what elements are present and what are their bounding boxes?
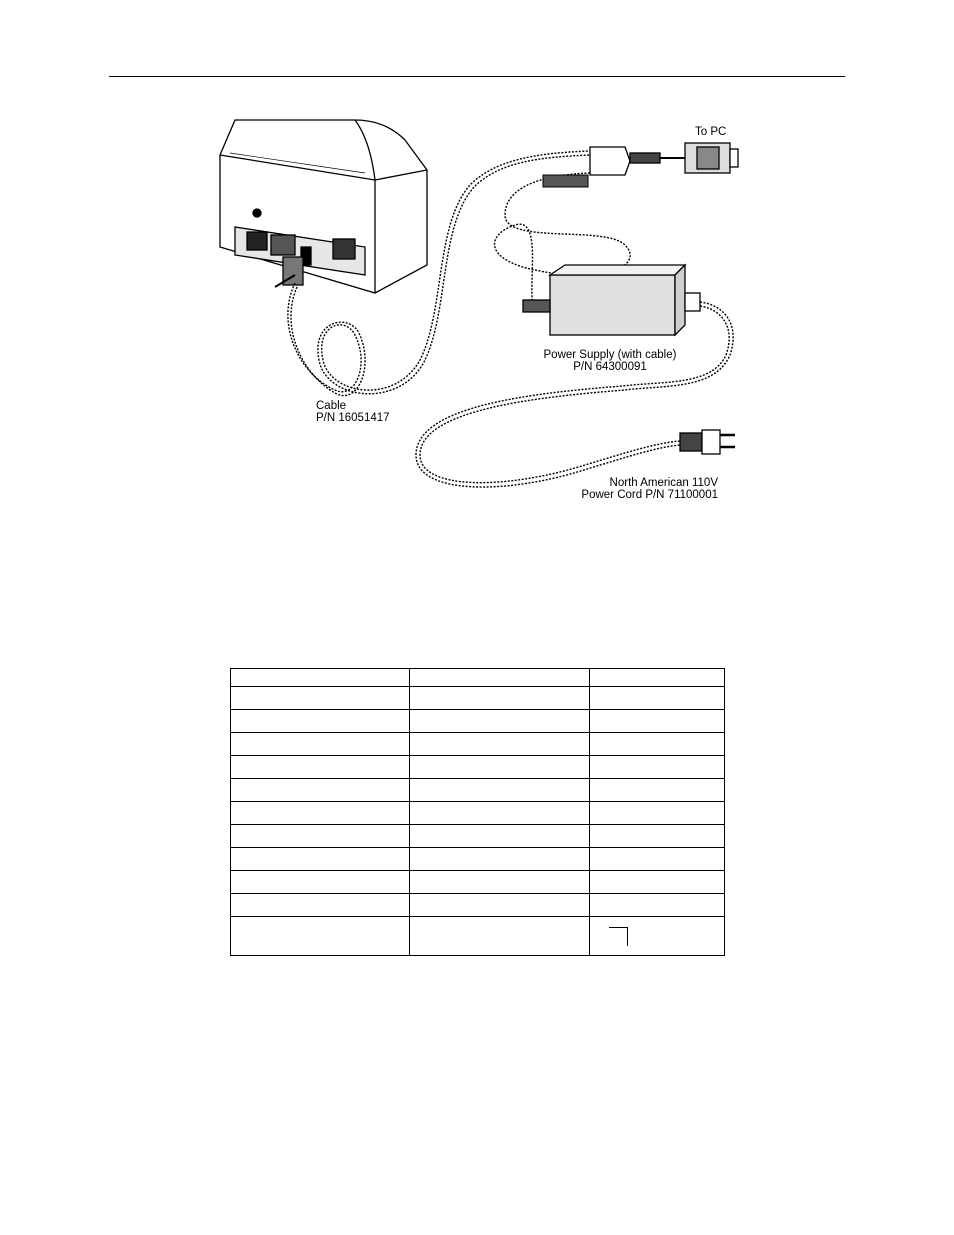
pc-connector-icon <box>590 143 738 175</box>
table-cell <box>590 779 725 802</box>
table-row <box>231 687 725 710</box>
table-row <box>231 917 725 956</box>
table-cell <box>231 825 410 848</box>
table-cell <box>410 917 590 956</box>
table-cell <box>590 917 725 956</box>
table-cell <box>410 669 590 687</box>
table-cell <box>231 756 410 779</box>
table-cell <box>231 894 410 917</box>
table-cell <box>410 848 590 871</box>
table-cell <box>410 825 590 848</box>
table-row <box>231 894 725 917</box>
table-row <box>231 825 725 848</box>
table-row <box>231 848 725 871</box>
cable-label: Cable <box>316 400 347 412</box>
bracket-mark <box>609 927 628 946</box>
table-cell <box>590 756 725 779</box>
table-cell <box>410 871 590 894</box>
table-cell <box>231 917 410 956</box>
to-pc-label: To PC <box>695 126 727 138</box>
printer-icon <box>220 120 427 293</box>
table-cell <box>231 779 410 802</box>
table-cell <box>410 733 590 756</box>
table-cell <box>231 733 410 756</box>
power-supply-icon <box>523 265 700 335</box>
table-row <box>231 669 725 687</box>
printer-connection-illustration <box>205 115 765 515</box>
table-cell <box>590 825 725 848</box>
power-cord-part-number: Power Cord P/N 71100001 <box>581 489 718 501</box>
table-cell <box>410 756 590 779</box>
parts-table <box>230 668 725 956</box>
table-cell <box>410 894 590 917</box>
table-cell <box>410 687 590 710</box>
plug-icon <box>680 430 735 454</box>
table-cell <box>590 687 725 710</box>
table-cell <box>590 733 725 756</box>
table-cell <box>590 848 725 871</box>
table-row <box>231 871 725 894</box>
power-cord-label: North American 110V <box>609 477 718 489</box>
table-row <box>231 710 725 733</box>
table-cell <box>410 710 590 733</box>
table-cell <box>231 802 410 825</box>
table-cell <box>590 802 725 825</box>
cable-part-number: P/N 16051417 <box>316 412 390 424</box>
table-cell <box>590 871 725 894</box>
header-rule <box>109 76 845 77</box>
power-supply-label: Power Supply (with cable) <box>543 349 677 361</box>
table-cell <box>231 848 410 871</box>
table-cell <box>590 710 725 733</box>
table-row <box>231 802 725 825</box>
table-row <box>231 756 725 779</box>
power-supply-part-number: P/N 64300091 <box>573 361 647 373</box>
table-cell <box>231 871 410 894</box>
table-row <box>231 779 725 802</box>
table-cell <box>590 669 725 687</box>
table-cell <box>231 669 410 687</box>
table-cell <box>590 894 725 917</box>
table-cell <box>231 710 410 733</box>
table-cell <box>231 687 410 710</box>
table-row <box>231 733 725 756</box>
table-cell <box>410 802 590 825</box>
connection-diagram <box>205 115 765 515</box>
table-cell <box>410 779 590 802</box>
